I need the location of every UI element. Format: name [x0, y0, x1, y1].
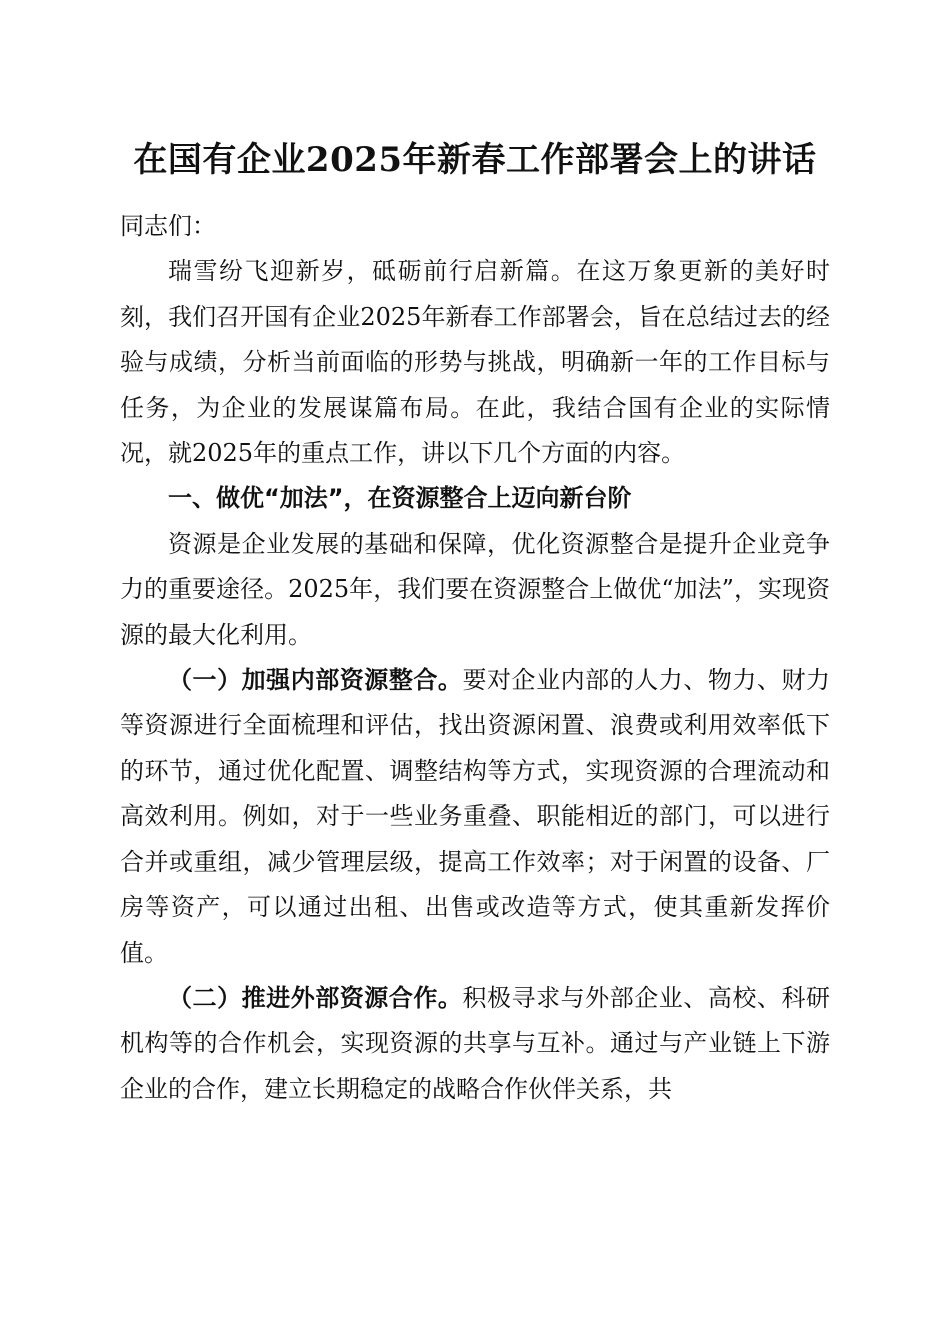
item-1-paragraph — [120, 658, 830, 976]
document-body — [120, 204, 830, 1112]
document-title: 在国有企业2025年新春工作部署会上的讲话 — [133, 140, 817, 180]
section-1-paragraph: 资源是企业发展的基础和保障，优化资源整合是提升企业竞争力的重要途径。2025年，我们要在资源整合上做优“加法”，实现资源的最大化利用。 — [120, 529, 830, 649]
item-2-lead: （二）推进外部资源合作。 — [168, 983, 463, 1012]
item-2-paragraph — [120, 976, 830, 1112]
section-1-heading: 一、做优“加法”，在资源整合上迈向新台阶 — [168, 484, 632, 513]
item-1-lead: （一）加强内部资源整合。 — [168, 666, 463, 695]
item-2-text: 积极寻求与外部企业、高校、科研机构等的合作机会，实现资源的共享与互补。通过与产业链上下游企业的合作，建立长期稳定的战略合作伙伴关系，共 — [120, 983, 831, 1103]
item-1-text: 要对企业内部的人力、物力、财力等资源进行全面梳理和评估，找出资源闲置、浪费或利用效率低下的环节，通过优化配置、调整结构等方式，实现资源的合理流动和高效利用。例如，对于一些业务重叠、职能相近的部门，可以进行合并或重组，减少管理层级，提高工作效率；对于闲置的设备、厂房等资产，可以通过出租、出售或改造等方式，使其重新发挥价值。 — [120, 666, 831, 967]
intro-paragraph: 瑞雪纷飞迎新岁，砥砺前行启新篇。在这万象更新的美好时刻，我们召开国有企业2025年新春工作部署会，旨在总结过去的经验与成绩，分析当前面临的形势与挑战，明确新一年的工作目标与任务，为企业的发展谋篇布局。在此，我结合国有企业的实际情况，就2025年的重点工作，讲以下几个方面的内容。 — [120, 257, 830, 468]
salutation: 同志们： — [120, 212, 216, 240]
